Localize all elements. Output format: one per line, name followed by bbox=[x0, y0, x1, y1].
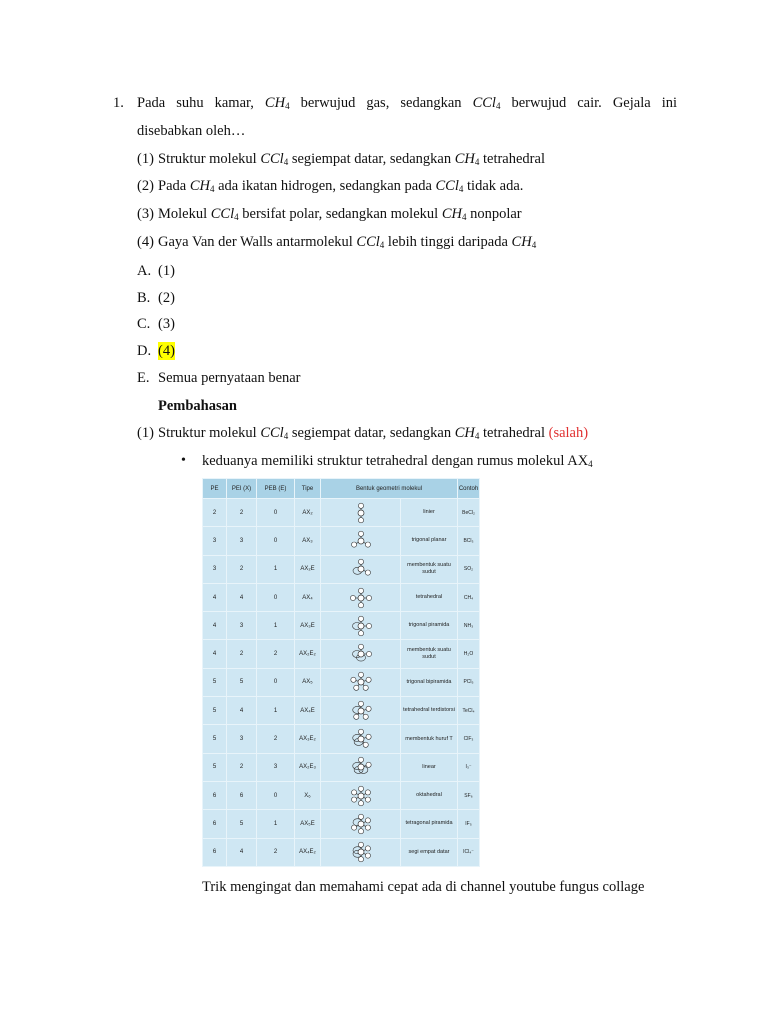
table-row bbox=[203, 838, 480, 866]
table-row bbox=[203, 668, 480, 696]
cell-pe: 4 bbox=[203, 640, 227, 668]
question-stem: Pada suhu kamar, $CH_4$ berwujud gas, sedangkan CCl$_4$ berwujud cair. Gejala ini bbox=[137, 95, 677, 111]
cell-pei: 2 bbox=[227, 499, 257, 527]
cell-tipe: AX₄E₂ bbox=[295, 838, 321, 866]
molecule-geometry-drawing bbox=[321, 838, 401, 866]
cell-example: SO₂ bbox=[458, 555, 480, 583]
cell-pei: 2 bbox=[227, 753, 257, 781]
table-row bbox=[203, 555, 480, 583]
vsepr-table bbox=[202, 478, 480, 867]
formula-ccl4: CCl$_4$ bbox=[472, 95, 501, 111]
cell-tipe: AX₂E₂ bbox=[295, 640, 321, 668]
cell-peb: 0 bbox=[257, 668, 295, 696]
cell-pei: 3 bbox=[227, 527, 257, 555]
cell-pei: 2 bbox=[227, 640, 257, 668]
cell-peb: 2 bbox=[257, 640, 295, 668]
molecule-geometry-drawing bbox=[321, 640, 401, 668]
cell-tipe: AX₂E bbox=[295, 555, 321, 583]
cell-pei: 2 bbox=[227, 555, 257, 583]
cell-example: PCl₅ bbox=[458, 668, 480, 696]
table-row bbox=[203, 781, 480, 809]
cell-peb: 1 bbox=[257, 810, 295, 838]
molecule-geometry-drawing bbox=[321, 668, 401, 696]
cell-pe: 6 bbox=[203, 781, 227, 809]
molecule-geometry-drawing bbox=[321, 753, 401, 781]
cell-pe: 3 bbox=[203, 555, 227, 583]
cell-pe: 5 bbox=[203, 668, 227, 696]
cell-pe: 6 bbox=[203, 838, 227, 866]
cell-tipe: AX₂ bbox=[295, 499, 321, 527]
molecule-geometry-drawing bbox=[321, 527, 401, 555]
cell-pe: 4 bbox=[203, 612, 227, 640]
cell-shape-name: segi empat datar bbox=[401, 838, 458, 866]
cell-pei: 4 bbox=[227, 838, 257, 866]
cell-tipe: AX₄ bbox=[295, 583, 321, 611]
cell-example: IF₅ bbox=[458, 810, 480, 838]
table-row bbox=[203, 725, 480, 753]
cell-pe: 3 bbox=[203, 527, 227, 555]
cell-peb: 1 bbox=[257, 555, 295, 583]
cell-pe: 6 bbox=[203, 810, 227, 838]
cell-pei: 5 bbox=[227, 668, 257, 696]
cell-tipe: AX₅E bbox=[295, 810, 321, 838]
cell-pe: 4 bbox=[203, 583, 227, 611]
cell-example: TeCl₄ bbox=[458, 697, 480, 725]
cell-pei: 6 bbox=[227, 781, 257, 809]
cell-peb: 3 bbox=[257, 753, 295, 781]
cell-peb: 0 bbox=[257, 583, 295, 611]
cell-tipe: AX₃E bbox=[295, 612, 321, 640]
question-number: 1. bbox=[113, 95, 124, 111]
cell-peb: 2 bbox=[257, 838, 295, 866]
table-row bbox=[203, 583, 480, 611]
cell-example: NH₃ bbox=[458, 612, 480, 640]
cell-pe: 5 bbox=[203, 753, 227, 781]
table-row bbox=[203, 612, 480, 640]
molecule-geometry-drawing bbox=[321, 612, 401, 640]
cell-shape-name: membentuk suatu sudut bbox=[401, 555, 458, 583]
cell-shape-name: linear bbox=[401, 753, 458, 781]
table-row bbox=[203, 499, 480, 527]
cell-pei: 3 bbox=[227, 725, 257, 753]
cell-shape-name: membentuk huruf T bbox=[401, 725, 458, 753]
cell-pei: 3 bbox=[227, 612, 257, 640]
cell-shape-name: tetragonal piramida bbox=[401, 810, 458, 838]
cell-example: ClF₃ bbox=[458, 725, 480, 753]
cell-pe: 2 bbox=[203, 499, 227, 527]
cell-tipe: AX₅ bbox=[295, 668, 321, 696]
verdict-label: (salah) bbox=[548, 425, 589, 441]
cell-tipe: AX₂E₃ bbox=[295, 753, 321, 781]
cell-example: ICl₄⁻ bbox=[458, 838, 480, 866]
cell-peb: 2 bbox=[257, 725, 295, 753]
cell-shape-name: trigonal bipiramida bbox=[401, 668, 458, 696]
cell-tipe: AX₄E bbox=[295, 697, 321, 725]
cell-tipe: X₆ bbox=[295, 781, 321, 809]
cell-pei: 5 bbox=[227, 810, 257, 838]
cell-example: I₃⁻ bbox=[458, 753, 480, 781]
cell-tipe: AX₃E₂ bbox=[295, 725, 321, 753]
molecule-geometry-drawing bbox=[321, 697, 401, 725]
cell-tipe: AX₃ bbox=[295, 527, 321, 555]
cell-pe: 5 bbox=[203, 725, 227, 753]
cell-example: H₂O bbox=[458, 640, 480, 668]
cell-shape-name: trigonal piramida bbox=[401, 612, 458, 640]
table-row bbox=[203, 697, 480, 725]
highlighted-answer: (4) bbox=[158, 343, 175, 359]
cell-peb: 1 bbox=[257, 697, 295, 725]
table-row bbox=[203, 810, 480, 838]
cell-peb: 0 bbox=[257, 781, 295, 809]
cell-shape-name: oktahedral bbox=[401, 781, 458, 809]
cell-pei: 4 bbox=[227, 697, 257, 725]
table-row bbox=[203, 753, 480, 781]
cell-shape-name: trigonal planar bbox=[401, 527, 458, 555]
footer-note: Trik mengingat dan memahami cepat ada di channel youtube fungus collage bbox=[202, 879, 645, 895]
table-row bbox=[203, 640, 480, 668]
cell-shape-name: membentuk suatu sudut bbox=[401, 640, 458, 668]
molecule-geometry-drawing bbox=[321, 725, 401, 753]
cell-peb: 0 bbox=[257, 527, 295, 555]
molecule-geometry-drawing bbox=[321, 781, 401, 809]
cell-example: BCl₃ bbox=[458, 527, 480, 555]
cell-example: BeCl₂ bbox=[458, 499, 480, 527]
cell-shape-name: linier bbox=[401, 499, 458, 527]
document-page: 1. Pada suhu kamar, $CH_4$ berwujud gas, sedangkan CCl$_4$ berwujud cair. Gejala ini disebabkan oleh… (1) Struktur molekul CCl$_4$ segiempat datar, sedangkan $CH_4$ tetrahedral (2) Pada $CH_4$ ada ikatan hidrogen, sedangkan pada CCl$_4$ tidak ada. (3) Molekul CCl$_4$ bersifat polar, sedangkan molekul $CH_4$ nonpolar (4) Gaya Van der Walls antarmolekul CCl$_4$ lebih tinggi daripada $CH_4$ A. (1) B. (2) C. (3) D. (4) E. Semua pernyataan benar Pembahasan (1) Struktur molekul CCl$_4$ segiempat datar, sedangkan $CH_4$ tetrahedral (salah) • keduanya memiliki struktur tetrahedral dengan rumus molekul $AX_4$ PE PEI (X) PEB (E) Tipe Bentuk geometri molekul Contoh 2 2 0 AX₂ linier BeCl₂ 3 3 0 AX₃ trigonal planar BCl₃ 3 2 1 AX₂E membentuk suatu sudut SO₂ 4 4 0 AX₄ tetrahedral CH₄ 4 3 1 AX₃E trigonal piramida NH₃ 4 2 2 AX₂E₂ membentuk suatu sudut H₂O 5 5 0 AX₅ trigonal bipiramida PCl₅ 5 4 1 AX₄E tetrahedral terdistorsi TeCl₄ 5 3 2 AX₃E₂ membentuk huruf T ClF₃ 5 2 3 AX₂E₃ linear I₃⁻ 6 6 0 X₆ oktahedral SF₆ 6 5 1 AX₅E tetragonal piramida IF₅ 6 4 2 AX₄E₂ segi empat datar ICl₄⁻ Trik mengingat dan memahami cepat ada di channel youtube fungus collage bbox=[113, 95, 677, 895]
cell-pei: 4 bbox=[227, 583, 257, 611]
molecule-geometry-drawing bbox=[321, 555, 401, 583]
molecule-geometry-drawing bbox=[321, 499, 401, 527]
cell-peb: 1 bbox=[257, 612, 295, 640]
cell-peb: 0 bbox=[257, 499, 295, 527]
cell-example: CH₄ bbox=[458, 583, 480, 611]
table-row bbox=[203, 527, 480, 555]
bullet-icon: • bbox=[181, 453, 186, 468]
cell-example: SF₆ bbox=[458, 781, 480, 809]
molecule-geometry-drawing bbox=[321, 810, 401, 838]
formula-ch4: $CH_4$ bbox=[264, 95, 290, 111]
molecule-geometry-drawing bbox=[321, 583, 401, 611]
cell-shape-name: tetrahedral bbox=[401, 583, 458, 611]
table-header-row: PE PEI (X) PEB (E) Tipe Bentuk geometri molekul Contoh bbox=[203, 479, 480, 499]
cell-shape-name: tetrahedral terdistorsi bbox=[401, 697, 458, 725]
cell-pe: 5 bbox=[203, 697, 227, 725]
